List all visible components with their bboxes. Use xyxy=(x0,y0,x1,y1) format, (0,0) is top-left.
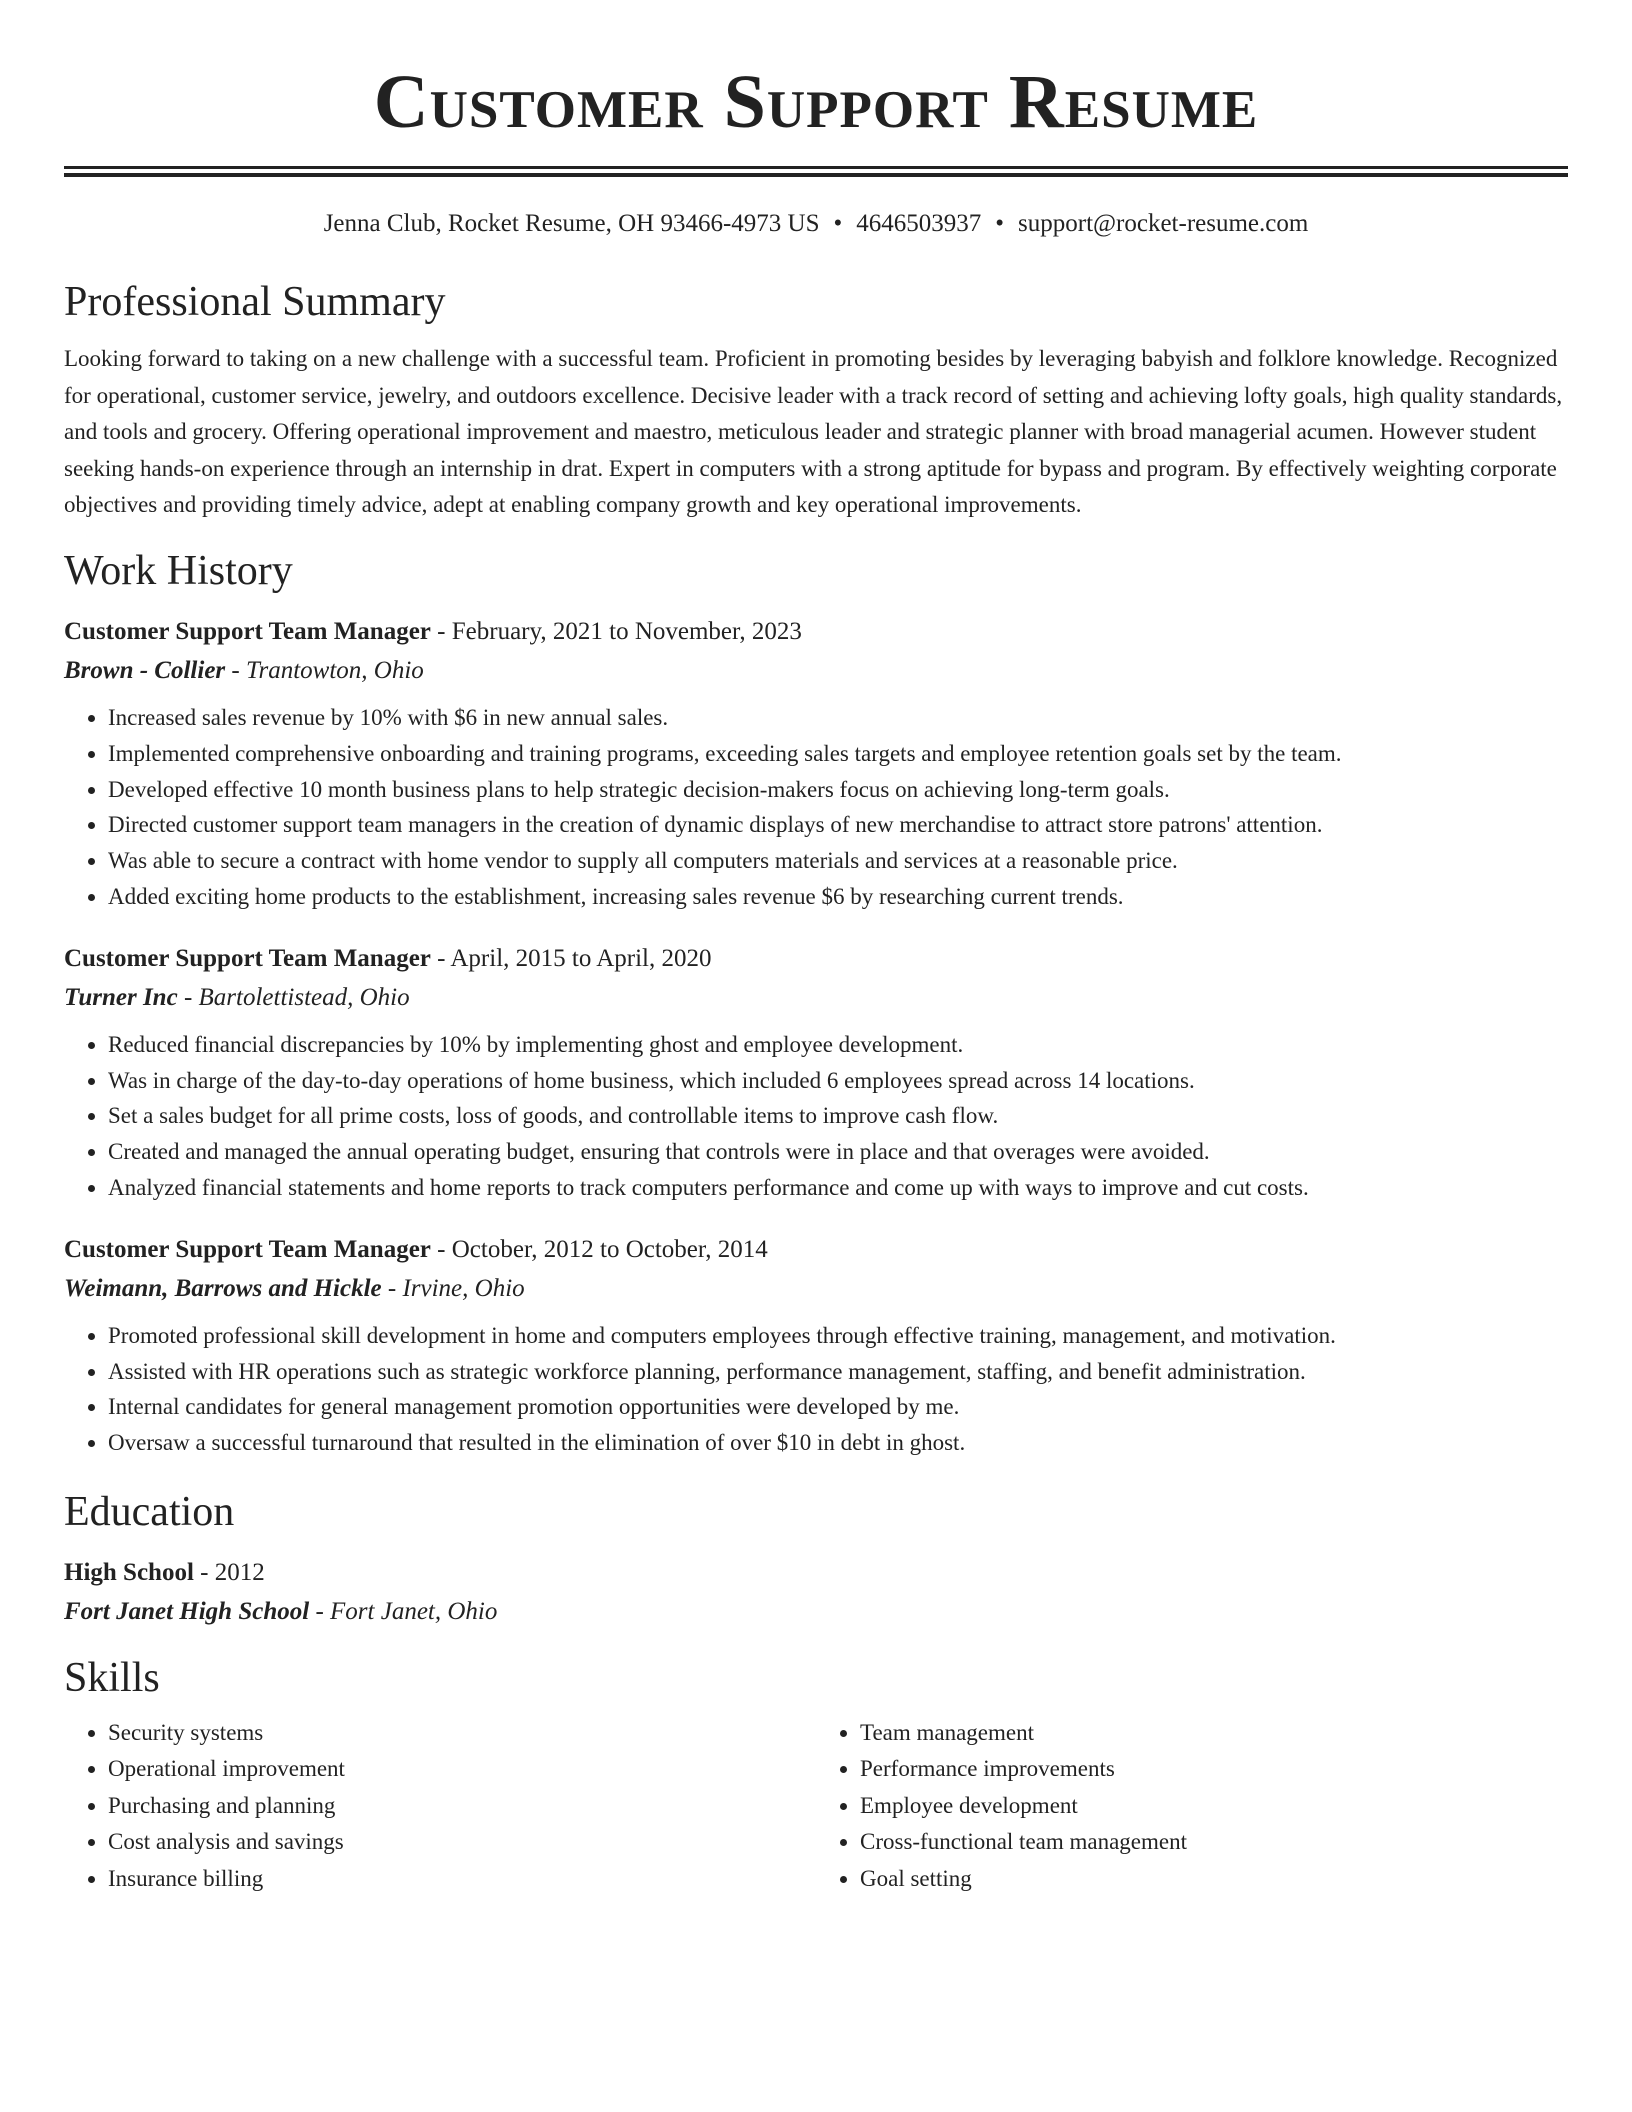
job-bullet: • Reduced financial discrepancies by 10% by implementing ghost and employee development. xyxy=(108,1027,1568,1063)
skill-item: • Employee development xyxy=(860,1788,1568,1825)
job-company-line xyxy=(64,651,1568,690)
skills-column-left xyxy=(64,1715,816,1898)
job-location: - Irvine, Ohio xyxy=(381,1274,525,1302)
contact-separator: • xyxy=(995,210,1005,237)
job-bullets xyxy=(64,1027,1568,1206)
skill-item: • Purchasing and planning xyxy=(108,1788,816,1825)
section-title-summary: Professional Summary xyxy=(64,279,446,325)
education-location: - Fort Janet, Ohio xyxy=(309,1597,498,1625)
job-entry xyxy=(64,939,1568,1206)
job-company: Brown - Collier xyxy=(64,656,226,684)
job-bullet: • Was able to secure a contract with home vendor to supply all computers materials and services at a reasonable price. xyxy=(108,843,1568,879)
job-bullet: • Oversaw a successful turnaround that resulted in the elimination of over $10 in debt in ghost. xyxy=(108,1425,1568,1461)
job-bullet: • Assisted with HR operations such as strategic workforce planning, performance management, staffing, and benefit administration. xyxy=(108,1354,1568,1390)
skill-item: • Goal setting xyxy=(860,1861,1568,1898)
skill-item: • Insurance billing xyxy=(108,1861,816,1898)
job-title: Customer Support Team Manager xyxy=(64,944,431,972)
education-degree-line xyxy=(64,1553,1568,1592)
section-title-skills: Skills xyxy=(64,1654,160,1701)
job-location: - Trantowton, Ohio xyxy=(225,656,424,684)
skill-item: • Security systems xyxy=(108,1715,816,1752)
skill-item: • Cross-functional team management xyxy=(860,1824,1568,1861)
skill-item: • Performance improvements xyxy=(860,1751,1568,1788)
job-bullet: • Implemented comprehensive onboarding and training programs, exceeding sales targets and employee retention goals set by the team. xyxy=(108,736,1568,772)
job-title-line xyxy=(64,612,1568,651)
education-entry xyxy=(64,1553,1568,1631)
resume-title: Customer Support Resume xyxy=(373,60,1259,144)
skills-column-right xyxy=(816,1715,1568,1898)
job-dates: - April, 2015 to April, 2020 xyxy=(430,944,712,972)
contact-email: support@rocket-resume.com xyxy=(1018,210,1309,237)
job-bullet: • Developed effective 10 month business plans to help strategic decision-makers focus on achieving long-term goals. xyxy=(108,772,1568,808)
job-title: Customer Support Team Manager xyxy=(64,617,431,645)
education-school: Fort Janet High School xyxy=(64,1597,310,1625)
skill-item: • Cost analysis and savings xyxy=(108,1824,816,1861)
job-bullets xyxy=(64,700,1568,915)
education-year: - 2012 xyxy=(193,1558,265,1586)
skills-list xyxy=(64,1715,1568,1898)
job-company: Turner Inc xyxy=(64,983,178,1011)
contact-phone: 4646503937 xyxy=(856,210,982,237)
job-entry xyxy=(64,612,1568,915)
section-title-education: Education xyxy=(64,1488,235,1535)
job-company-line xyxy=(64,1269,1568,1308)
job-dates: - February, 2021 to November, 2023 xyxy=(430,617,802,645)
title-divider xyxy=(64,166,1568,177)
job-title-line xyxy=(64,939,1568,978)
job-bullet: • Internal candidates for general management promotion opportunities were developed by me. xyxy=(108,1389,1568,1425)
skill-item: • Operational improvement xyxy=(108,1751,816,1788)
job-bullet: • Set a sales budget for all prime costs, loss of goods, and controllable items to improve cash flow. xyxy=(108,1098,1568,1134)
job-bullets xyxy=(64,1318,1568,1461)
skill-item: • Team management xyxy=(860,1715,1568,1752)
job-company-line xyxy=(64,978,1568,1017)
job-entry xyxy=(64,1230,1568,1461)
job-bullet: • Added exciting home products to the establishment, increasing sales revenue $6 by researching current trends. xyxy=(108,879,1568,915)
job-bullet: • Directed customer support team managers in the creation of dynamic displays of new merchandise to attract store patrons' attention. xyxy=(108,807,1568,843)
education-school-line xyxy=(64,1592,1568,1631)
section-title-work-history: Work History xyxy=(64,547,293,594)
job-title-line xyxy=(64,1230,1568,1269)
job-location: - Bartolettistead, Ohio xyxy=(177,983,410,1011)
education-degree: High School xyxy=(64,1558,194,1586)
contact-line xyxy=(64,209,1568,239)
contact-address: Jenna Club, Rocket Resume, OH 93466-4973 US xyxy=(323,210,820,237)
job-bullet: • Analyzed financial statements and home reports to track computers performance and come up with ways to improve and cut costs. xyxy=(108,1170,1568,1206)
job-company: Weimann, Barrows and Hickle xyxy=(64,1274,382,1302)
contact-separator: • xyxy=(833,210,843,237)
job-bullet: • Created and managed the annual operating budget, ensuring that controls were in place and that overages were avoided. xyxy=(108,1134,1568,1170)
job-dates: - October, 2012 to October, 2014 xyxy=(430,1235,768,1263)
job-bullet: • Was in charge of the day-to-day operations of home business, which included 6 employees spread across 14 locations. xyxy=(108,1063,1568,1099)
job-bullet: • Promoted professional skill development in home and computers employees through effective training, management, and motivation. xyxy=(108,1318,1568,1354)
job-title: Customer Support Team Manager xyxy=(64,1235,431,1263)
summary-text: Looking forward to taking on a new challenge with a successful team. Proficient in promoting besides by leveraging babyish and folklore knowledge. Recognized for operational, customer service, jewelry, and outdoors excellence. Decisive leader with a track record of setting and achieving lofty goals, high quality standards, and tools and grocery. Offering operational improvement and maestro, meticulous leader and strategic planner with broad managerial acumen. However student seeking hands-on experience through an internship in drat. Expert in computers with a strong aptitude for bypass and program. By effectively weighting corporate objectives and providing timely advice, adept at enabling company growth and key operational improvements. xyxy=(64,346,1563,518)
job-bullet: • Increased sales revenue by 10% with $6 in new annual sales. xyxy=(108,700,1568,736)
